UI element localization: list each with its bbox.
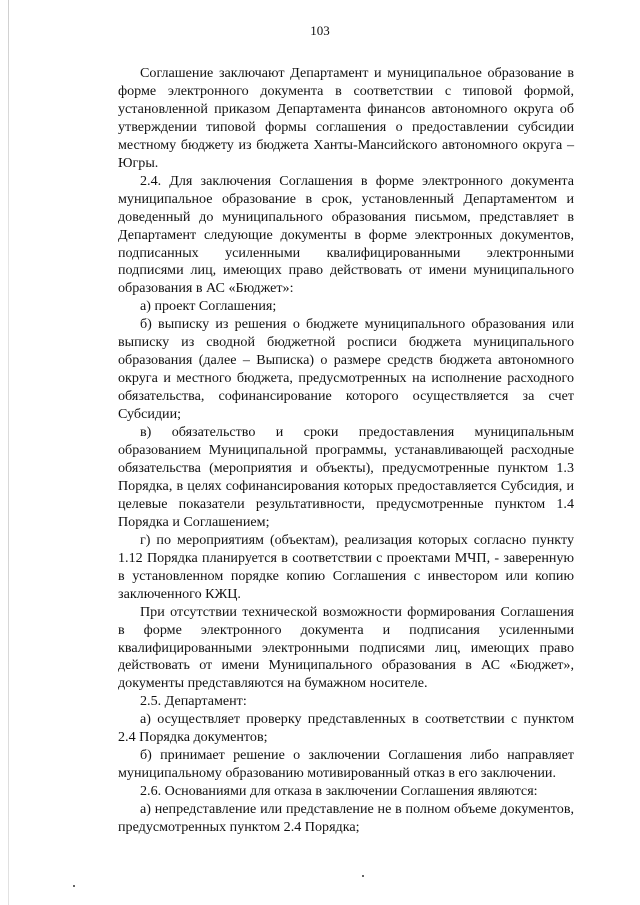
scan-edge-shadow: [8, 0, 9, 905]
paragraph-agreement-parties: Соглашение заключают Департамент и муниципальное образование в форме электронного документа в соответствии с типовой формой, установленной приказом Департамента финансов автономного округа об утверждении типовой формы соглашения о предоставлении субсидии местному бюджету из бюджета Ханты-Мансийского автономного округа – Югры.: [118, 65, 574, 171]
paragraph-2-4-b: б) выписку из решения о бюджете муниципального образования или выписку из сводной бюджетной росписи бюджета муниципального образования (далее – Выписка) о размере средств бюджета автономного округа и местного бюджета, предусмотренных на исполнение расходного обязательства, софинансирование которого осуществляется за счет Субсидии;: [118, 316, 574, 423]
paragraph-2-4: 2.4. Для заключения Соглашения в форме электронного документа муниципальное образование в срок, установленный Департаментом и доведенный до муниципального образования письмом, представляет в Департамент следующие документы в форме электронных документов, подписанных усиленными квалифицированными электронными подписями лиц, имеющих право действовать от имени муниципального образования в АС «Бюджет»:: [118, 172, 574, 297]
paragraph-paper-carrier: При отсутствии технической возможности формирования Соглашения в форме электронного документа и подписания усиленными квалифицированными электронными подписями лиц, имеющих право действовать от имени Муниципального образования в АС «Бюджет», документы представляются на бумажном носителе.: [118, 603, 574, 692]
paragraph-2-5-b: б) принимает решение о заключении Соглашения либо направляет муниципальному образованию мотивированный отказ в его заключении.: [118, 747, 574, 782]
document-body: [118, 65, 574, 837]
paragraph-2-4-a: а) проект Соглашения;: [140, 298, 277, 315]
paragraph-2-6-a: а) непредставление или представление не в полном объеме документов, предусмотренных пунктом 2.4 Порядка;: [118, 801, 574, 836]
scan-dot: [362, 875, 364, 877]
paragraph-2-5-a: а) осуществляет проверку представленных в соответствии с пунктом 2.4 Порядка документов;: [118, 711, 574, 746]
scan-dot: [73, 885, 75, 887]
paragraph-2-6: 2.6. Основаниями для отказа в заключении Соглашения являются:: [140, 783, 538, 800]
page-number: 103: [310, 23, 330, 38]
paragraph-2-4-v: в) обязательство и сроки предоставления муниципальным образованием Муниципальной программы, устанавливающей расходные обязательства (мероприятия и объекты), предусмотренные пунктом 1.3 Порядка, в целях софинансирования которых предоставляется Субсидия, и целевые показатели результативности, предусмотренные пунктом 1.4 Порядка и Соглашением;: [118, 424, 574, 530]
paragraph-2-5: 2.5. Департамент:: [140, 693, 247, 710]
paragraph-2-4-g: г) по мероприятиям (объектам), реализация которых согласно пункту 1.12 Порядка планируется в соответствии с проектами МЧП, - заверенную в установленном порядке копию Соглашения с инвестором или копию заключенного КЖЦ.: [118, 531, 574, 602]
